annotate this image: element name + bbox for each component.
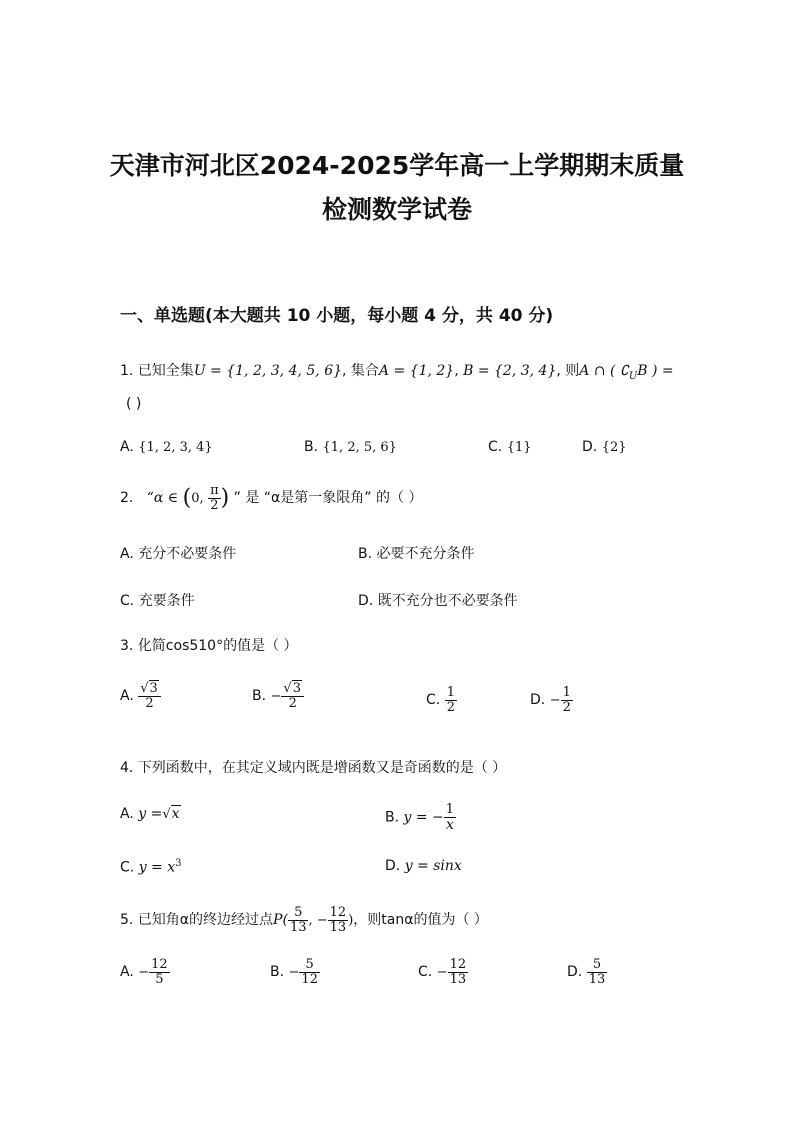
option-label: A. [120,688,134,705]
question-5 [120,906,488,934]
option-label: B. [358,546,373,562]
option-value: {1, 2, 3, 4} [138,440,213,455]
fraction: $\frac{12}{13}$ [329,905,347,935]
question-number: 4. [120,760,134,776]
question-number: 2. [120,490,134,507]
option-label: C. [426,692,441,709]
exam-title-line2: 检测数学试卷 [321,195,472,224]
separator: , − [308,913,328,929]
option-label: D. [358,593,374,609]
option-b [304,439,397,455]
fraction: $\frac{√3}{2}$ [138,682,161,710]
minus-sign: − [270,689,282,705]
question-3 [120,635,298,655]
question-text: 化简cos510°的值是（ ） [137,638,298,654]
radicand: x [171,806,180,822]
option-b [358,543,475,563]
expression: y = x [138,859,176,876]
question-text: 已知全集 [137,363,194,379]
fraction: $\frac{1}{2}$ [446,685,455,715]
option-label: D. [530,692,546,709]
expression: “α ∈ [146,490,179,507]
option-c [120,858,182,876]
option-d [358,590,518,610]
option-a [120,543,236,563]
option-label: B. [270,964,285,981]
subscript: U [628,370,638,382]
question-text: , 集合 [342,363,379,379]
minus-sign: − [549,693,561,709]
expression: y = − [403,809,444,826]
question-number: 3. [120,638,134,654]
minus-sign: − [436,965,448,981]
option-label: C. [120,859,135,876]
expression: y = sinx [404,858,462,874]
option-label: C. [418,964,433,981]
answer-blank: ( ) [126,396,142,412]
exponent: 3 [175,858,182,869]
fraction: $\frac{\pi}{2}$ [210,483,219,513]
fraction: $\frac{√3}{2}$ [281,682,304,710]
option-label: D. [385,858,401,874]
minus-sign: − [288,965,300,981]
separator: , [454,363,459,379]
option-value: {1, 2, 5, 6} [322,440,397,455]
option-value: 充要条件 [138,593,195,609]
option-d [385,858,462,874]
option-a [120,682,161,710]
option-b [252,682,304,710]
option-c [120,590,195,610]
separator: ) [348,913,354,929]
option-label: C. [488,439,503,455]
option-label: A. [120,439,134,455]
question-text: , 则 [556,363,580,379]
minus-sign: − [138,965,150,981]
option-label: C. [120,593,135,609]
interval-start: 0, [191,491,204,507]
fraction: $\frac{5}{13}$ [289,905,307,935]
option-label: D. [567,964,583,981]
option-a [120,958,170,986]
option-value: 既不充分也不必要条件 [377,593,518,609]
option-label: B. [385,809,400,826]
option-value: {1} [506,440,532,455]
option-a [120,439,213,455]
option-value: {2} [601,440,627,455]
option-label: A. [120,806,134,822]
option-value: 必要不充分条件 [376,546,475,562]
fraction: $\frac{5}{13}$ [588,957,606,987]
option-c [418,958,468,986]
fraction: $\frac{5}{12}$ [301,957,318,987]
question-text: ，则tanα的值为（ ） [353,912,488,929]
set-B: B = {2, 3, 4} [463,363,557,379]
option-b [385,803,456,832]
question-text: 已知角α的终边经过点 [137,912,274,929]
option-label: A. [120,546,134,562]
fraction: $\frac{12}{13}$ [449,957,467,987]
question-1 [120,360,674,382]
point-label: P( [273,912,288,929]
set-A: A = {1, 2} [378,363,455,379]
exam-title-line1: 天津市河北区2024-2025学年高一上学期期末质量 [109,151,685,180]
question-number: 5. [120,912,134,929]
set-U: U = {1, 2, 3, 4, 5, 6} [193,363,343,379]
fraction: $\frac{1}{2}$ [562,685,571,715]
option-d [567,958,607,986]
expression: B ) = [637,363,674,379]
fraction: $\frac{12}{5}$ [151,957,168,987]
option-b [270,958,320,986]
option-label: B. [252,688,267,705]
option-c [488,439,532,455]
option-value: 充分不必要条件 [138,546,237,562]
option-d [582,439,627,455]
question-4 [120,757,506,777]
expression: y = [138,806,163,822]
expression: A ∩ ( ∁ [579,363,629,379]
question-text: 下列函数中，在其定义域内既是增函数又是奇函数的是（ ） [137,760,507,776]
fraction: $\frac{1}{x}$ [445,802,455,833]
option-a: A. y =√x [120,806,180,822]
option-label: A. [120,964,134,981]
option-label: D. [582,439,598,455]
option-label: B. [304,439,319,455]
section-heading: 一、单选题(本大题共 10 小题，每小题 4 分，共 40 分) [120,306,554,326]
question-number: 1. [120,363,134,379]
question-text: ” 是 “α是第一象限角” 的（ ） [233,490,423,507]
question-2: 2. “α ∈ (0, $\frac{\pi}{2}$ ) ” 是 “α是第一象限角” 的（ ） [120,483,423,513]
option-d [530,686,573,714]
option-c [426,686,457,714]
